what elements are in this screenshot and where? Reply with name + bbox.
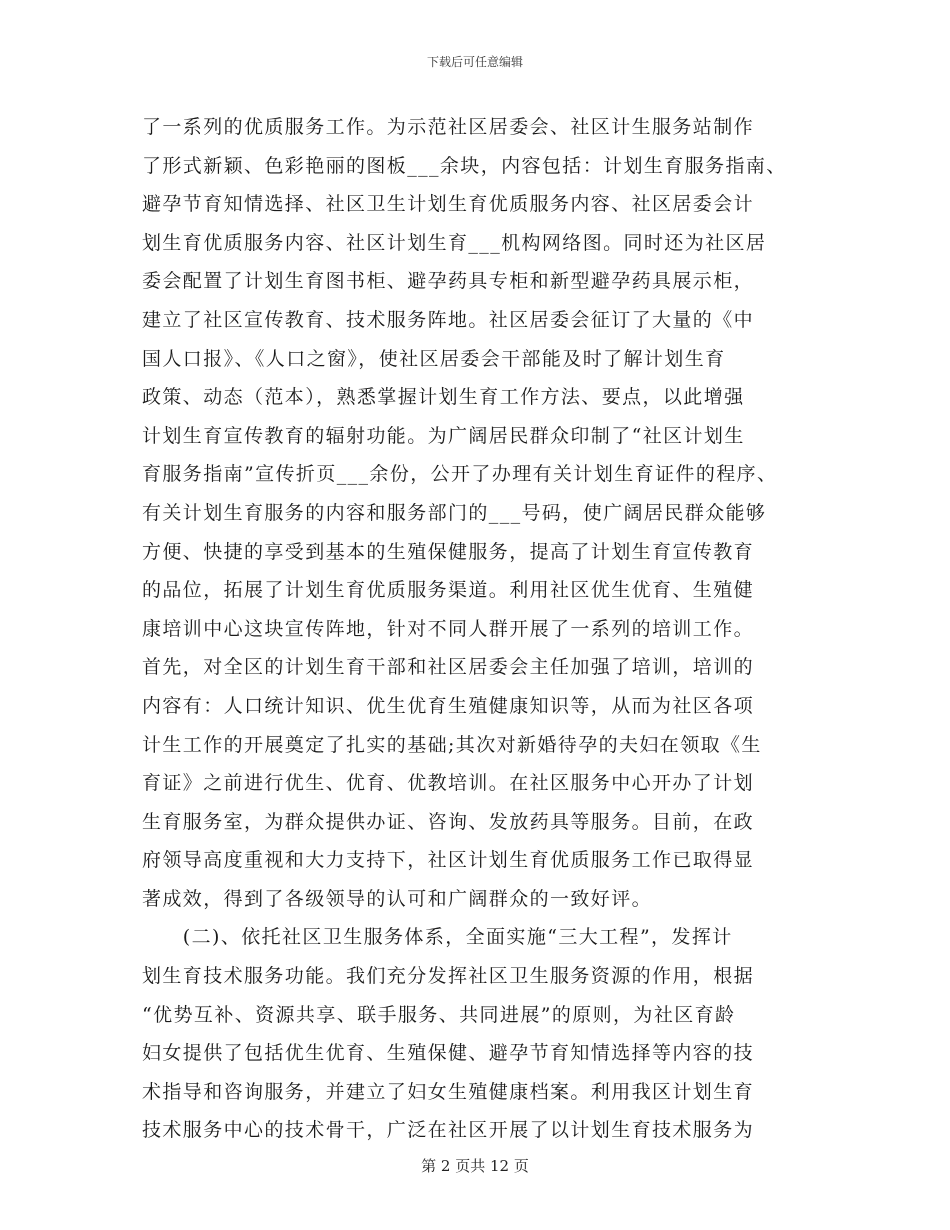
text-line: 育服务指南”宣传折页___余份，公开了办理有关计划生育证件的程序、 (142, 463, 778, 486)
text-line: 府领导高度重视和大力支持下，社区计划生育优质服务工作已取得显 (142, 849, 755, 872)
text-line: (二)、依托社区卫生服务体系，全面实施“三大工程”，发挥计 (142, 926, 733, 949)
text-line: 育证》之前进行优生、优育、优教培训。在社区服务中心开办了计划 (142, 772, 755, 795)
text-line: 内容有：人口统计知识、优生优育生殖健康知识等，从而为社区各项 (142, 694, 755, 717)
text-line: 委会配置了计划生育图书柜、避孕药具专柜和新型避孕药具展示柜， (142, 270, 755, 293)
text-line: 了一系列的优质服务工作。为示范社区居委会、社区计生服务站制作 (142, 116, 755, 138)
text-line: 划生育优质服务内容、社区计划生育___机构网络图。同时还为社区居 (142, 231, 767, 254)
text-line: 妇女提供了包括优生优育、生殖保健、避孕节育知情选择等内容的技 (142, 1042, 755, 1065)
text-line: 首先，对全区的计划生育干部和社区居委会主任加强了培训，培训的 (142, 656, 755, 679)
text-line: “优势互补、资源共享、联手服务、共同进展”的原则，为社区育龄 (142, 1003, 736, 1026)
text-line: 有关计划生育服务的内容和服务部门的___号码，使广阔居民群众能够 (142, 501, 767, 524)
text-line: 生育服务室，为群众提供办证、咨询、发放药具等服务。目前，在政 (142, 810, 755, 833)
text-line: 建立了社区宣传教育、技术服务阵地。社区居委会征订了大量的《中 (142, 308, 755, 331)
document-body (142, 108, 817, 1150)
text-line: 划生育技术服务功能。我们充分发挥社区卫生服务资源的作用，根据 (142, 965, 755, 988)
text-line: 计划生育宣传教育的辐射功能。为广阔居民群众印制了“社区计划生 (142, 424, 745, 447)
text-line: 了形式新颖、色彩艳丽的图板___余块，内容包括：计划生育服务指南、 (142, 154, 787, 177)
text-line: 技术服务中心的技术骨干，广泛在社区开展了以计划生育技术服务为 (142, 1119, 755, 1142)
page-footer: 第 2 页共 12 页 (421, 1157, 529, 1175)
text-line: 避孕节育知情选择、社区卫生计划生育优质服务内容、社区居委会计 (142, 193, 755, 216)
text-line: 方便、快捷的享受到基本的生殖保健服务，提高了计划生育宣传教育 (142, 540, 755, 563)
text-line: 计生工作的开展奠定了扎实的基础;其次对新婚待孕的夫妇在领取《生 (142, 733, 762, 756)
text-line: 政策、动态（范本），熟悉掌握计划生育工作方法、要点，以此增强 (142, 386, 745, 409)
text-line: 的品位，拓展了计划生育优质服务渠道。利用社区优生优育、生殖健 (142, 579, 755, 602)
page-header: 下载后可任意编辑 (426, 55, 523, 69)
text-line: 康培训中心这块宣传阵地，针对不同人群开展了一系列的培训工作。 (142, 617, 755, 640)
text-line: 国人口报》、《人口之窗》，使社区居委会干部能及时了解计划生育 (142, 347, 726, 370)
text-line: 著成效，得到了各级领导的认可和广阔群众的一致好评。 (142, 887, 653, 910)
text-line: 术指导和咨询服务，并建立了妇女生殖健康档案。利用我区计划生育 (142, 1080, 755, 1103)
